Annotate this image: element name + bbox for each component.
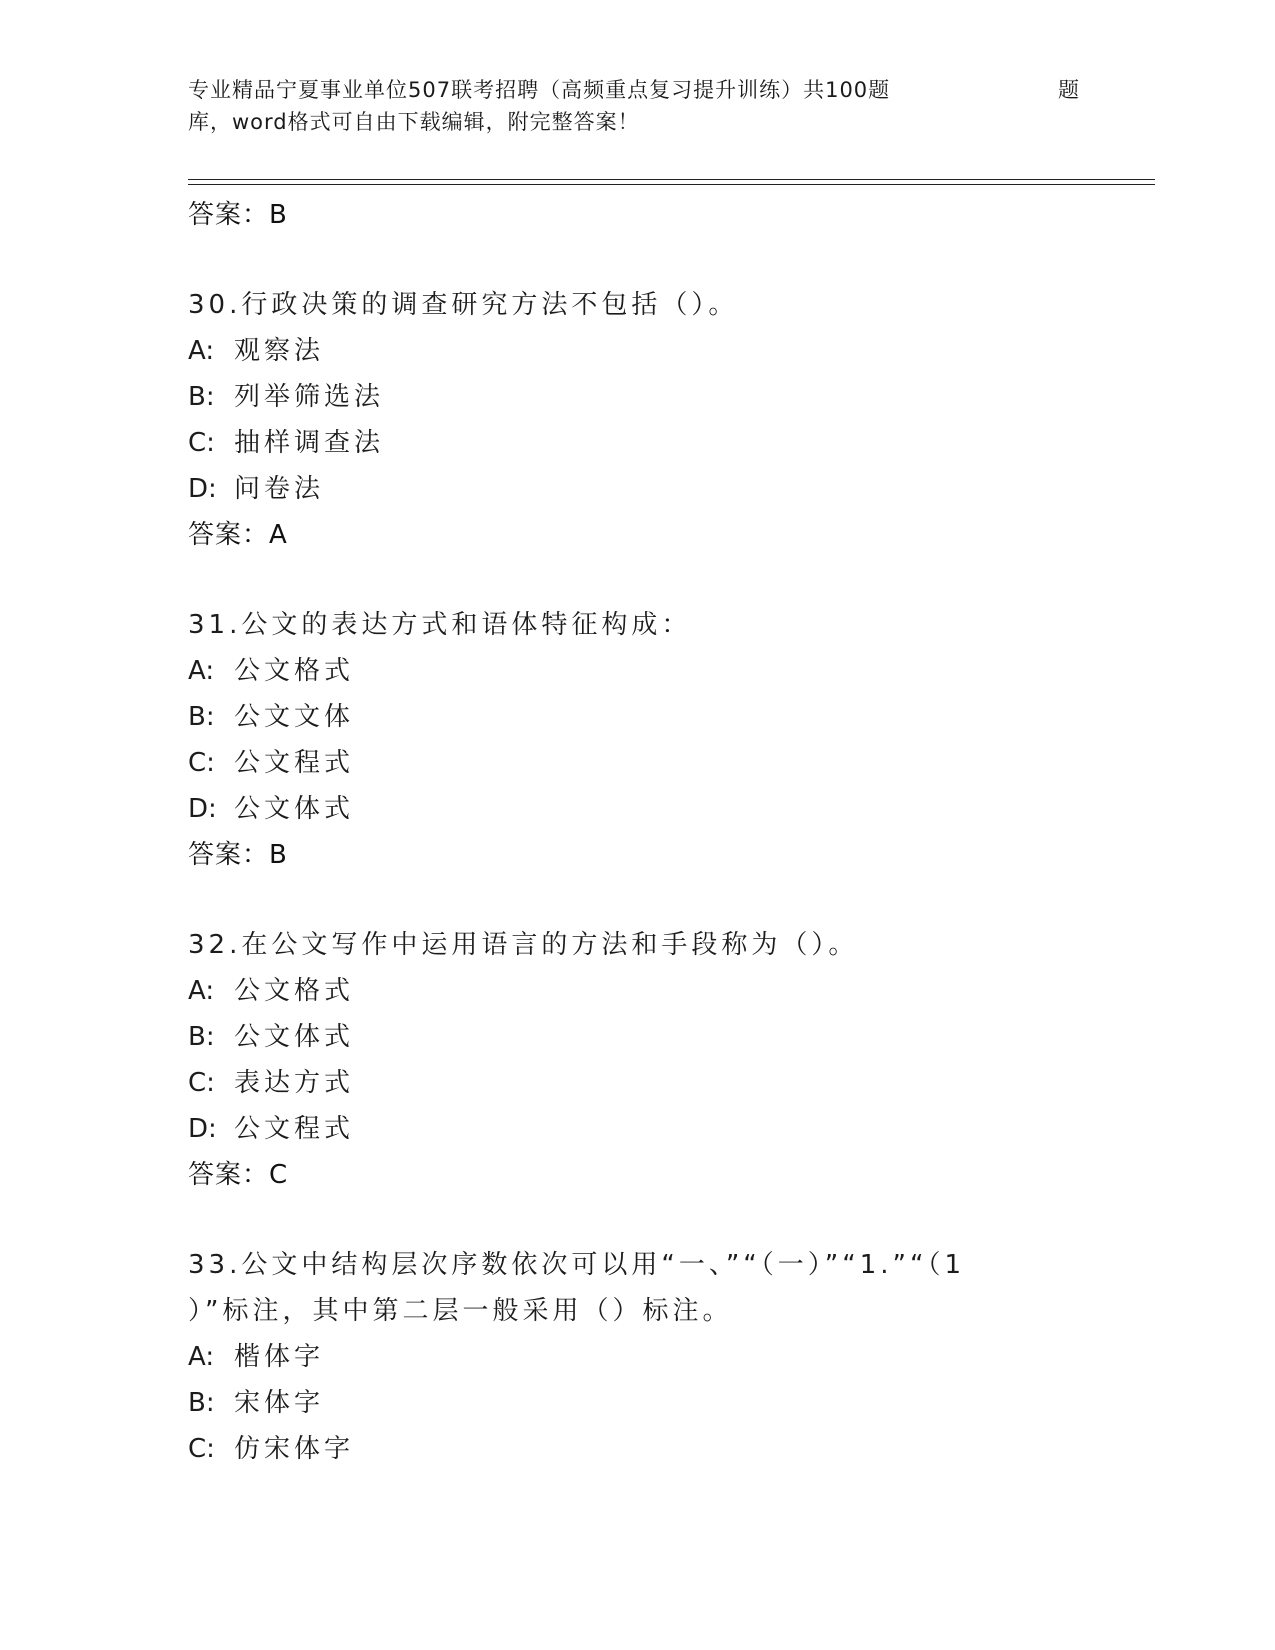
option-label: C: [188, 1434, 215, 1464]
option-text: 宋体字 [234, 1388, 325, 1418]
option-d [188, 466, 1088, 512]
question-block [188, 282, 1088, 558]
option-text: 公文体式 [234, 794, 355, 824]
header-line-1: 专业精品宁夏事业单位507联考招聘（高频重点复习提升训练）共100题 [188, 78, 891, 102]
option-text: 公文体式 [234, 1022, 355, 1052]
option-label: A: [188, 656, 215, 686]
option-c [188, 420, 1088, 466]
option-label: D: [188, 474, 217, 504]
header-divider-top [188, 179, 1155, 180]
question-content [188, 192, 1088, 1472]
question-text: 30.行政决策的调查研究方法不包括（）。 [188, 290, 739, 320]
option-label: C: [188, 748, 215, 778]
option-label: D: [188, 1114, 217, 1144]
option-label: A: [188, 976, 215, 1006]
option-text: 公文格式 [234, 656, 355, 686]
option-a [188, 648, 1088, 694]
option-c [188, 740, 1088, 786]
question-block [188, 1242, 1088, 1472]
option-text: 公文程式 [234, 748, 355, 778]
option-label: D: [188, 794, 217, 824]
option-text: 公文格式 [234, 976, 355, 1006]
option-text: 公文程式 [234, 1114, 355, 1144]
spacer [188, 1198, 1088, 1242]
option-b [188, 1380, 1088, 1426]
option-a [188, 328, 1088, 374]
option-label: B: [188, 382, 215, 412]
question-block [188, 602, 1088, 878]
answer-line: 答案：C [188, 1160, 289, 1190]
header-line-1-tail: 题 [1058, 78, 1080, 102]
option-label: B: [188, 702, 215, 732]
spacer [188, 238, 1088, 282]
option-a [188, 1334, 1088, 1380]
option-c [188, 1060, 1088, 1106]
option-text: 公文文体 [234, 702, 355, 732]
option-label: B: [188, 1388, 215, 1418]
option-d [188, 1106, 1088, 1152]
page-header [188, 74, 1088, 138]
option-d [188, 786, 1088, 832]
option-text: 表达方式 [234, 1068, 355, 1098]
option-text: 仿宋体字 [234, 1434, 355, 1464]
option-label: C: [188, 1068, 215, 1098]
header-line-2: 库，word格式可自由下载编辑，附完整答案！ [188, 110, 640, 134]
question-text: 31.公文的表达方式和语体特征构成： [188, 610, 692, 640]
option-c [188, 1426, 1088, 1472]
option-label: C: [188, 428, 215, 458]
option-text: 抽样调查法 [234, 428, 385, 458]
spacer [188, 878, 1088, 922]
answer-line: 答案：B [188, 840, 288, 870]
answer-line: 答案：B [188, 200, 288, 230]
option-label: A: [188, 336, 215, 366]
option-text: 列举筛选法 [234, 382, 385, 412]
option-label: A: [188, 1342, 215, 1372]
option-a [188, 968, 1088, 1014]
spacer [188, 558, 1088, 602]
option-b [188, 374, 1088, 420]
option-b [188, 694, 1088, 740]
question-block [188, 922, 1088, 1198]
option-text: 观察法 [234, 336, 325, 366]
question-text: 33.公文中结构层次序数依次可以用“一、”“（一）”“1.”“（1 [188, 1250, 965, 1280]
option-text: 问卷法 [234, 474, 325, 504]
option-label: B: [188, 1022, 215, 1052]
header-divider-bottom [188, 184, 1155, 185]
answer-line: 答案：A [188, 520, 288, 550]
option-text: 楷体字 [234, 1342, 325, 1372]
option-b [188, 1014, 1088, 1060]
question-text: 32.在公文写作中运用语言的方法和手段称为（）。 [188, 930, 859, 960]
question-text-continued: ）”标注，其中第二层一般采用（）标注。 [188, 1296, 733, 1326]
